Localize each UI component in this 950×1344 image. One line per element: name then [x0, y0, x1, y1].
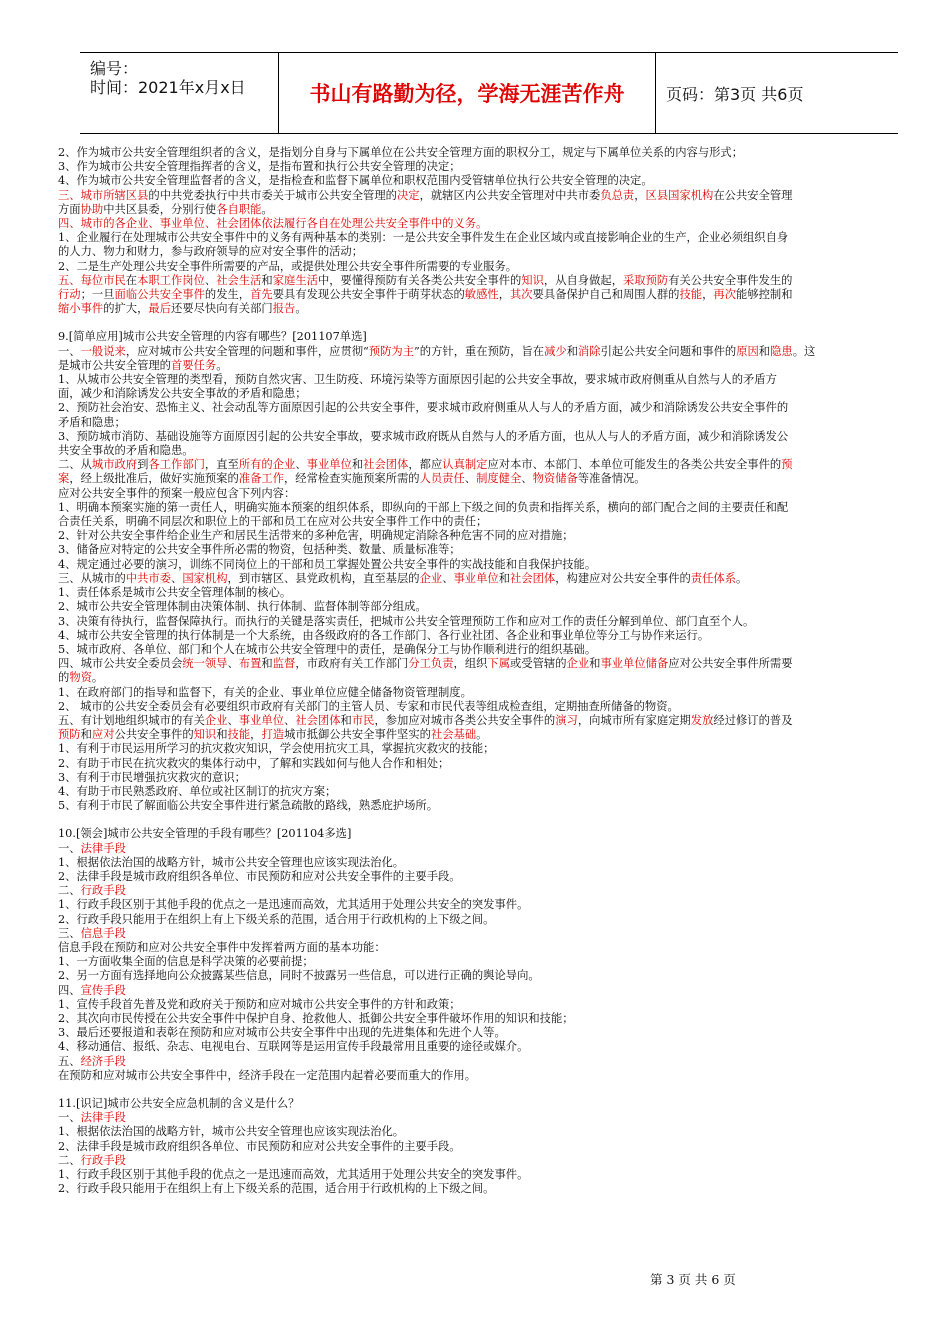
text-run: 4、城市公共安全管理的执行体制是一个大系统，由各级政府的各工作部门、各行业社团、各企业和事业单位等分工与协作来运行。 [58, 628, 710, 642]
text-line [58, 174, 892, 188]
serial-label: 编号： [90, 59, 139, 78]
text-line [58, 1055, 892, 1069]
highlight-text: 准备工作 [238, 472, 284, 486]
text-run: 和 [340, 713, 352, 727]
text-line [58, 260, 892, 274]
text-line [58, 444, 892, 458]
text-run: 1、责任体系是城市公共安全管理体制的核心。 [58, 586, 292, 600]
text-run: 3、最后还要报道和表彰在预防和应对城市公共安全事件中出现的先进集体和先进个人等。 [58, 1026, 506, 1040]
text-run: 经过修订的普及 [713, 713, 793, 727]
text-run: 和 [589, 657, 601, 671]
text-run: 应对公共安全事件的预案一般应包含下列内容： [58, 486, 296, 500]
text-run: 和 [261, 657, 273, 671]
paragraph-gap [58, 316, 892, 330]
text-run: 1、从城市公共安全管理的类型看，预防自然灾害、卫生防疫、环境污染等方面原因引起的公共安全事故，要求城市政府侧重从自然与人的矛盾方 [58, 373, 777, 387]
text-line [58, 458, 892, 472]
text-line [58, 1097, 892, 1111]
paragraph-gap [58, 1083, 892, 1097]
highlight-text: 预 [781, 458, 793, 472]
text-line [58, 515, 892, 529]
text-run: ，市政府有关工作部门 [295, 657, 409, 671]
highlight-text: 最后 [148, 302, 172, 316]
highlight-text: 技能 [679, 288, 703, 302]
highlight-text: 物资储备 [532, 472, 578, 486]
text-run: 4、规定通过必要的演习，训练不同岗位上的干部和员工掌握处置公共安全事件的实战技能和自我保护技能。 [58, 557, 597, 571]
text-line [58, 401, 892, 415]
text-run: 1、根据依法治国的战略方针，城市公共安全管理也应该实现法治化。 [58, 1125, 405, 1139]
highlight-text: 社会基础 [430, 728, 477, 742]
text-run: 、 [227, 657, 239, 671]
text-run: 的发生， [204, 288, 251, 302]
text-run: ，经上级批准后，做好实施预案的 [69, 472, 239, 486]
text-run: 。 [476, 728, 488, 742]
highlight-text: 城市政府 [91, 458, 138, 472]
header-motto: 书山有路勤为径，学海无涯苦作舟 [279, 53, 656, 133]
text-run: 2、法律手段是城市政府组织各单位、市民预防和应对公共安全事件的主要手段。 [58, 1139, 461, 1153]
text-line [58, 884, 892, 898]
text-run: ， [634, 188, 646, 202]
text-line [58, 245, 892, 259]
highlight-text: 行政手段 [80, 1153, 126, 1167]
text-run: 2、预防社会治安、恐怖主义、社会动乱等方面原因引起的公共安全事件，要求城市政府侧重从人与人的矛盾方面，减少和消除诱发公共安全事件的 [58, 401, 789, 415]
text-line [58, 543, 892, 557]
highlight-text: 其次 [510, 288, 533, 302]
highlight-text: 宣传手段 [80, 983, 126, 997]
text-line [58, 189, 892, 203]
page-footer: 第 3 页 共 6 页 [650, 1272, 736, 1287]
text-run: ，都应 [408, 458, 443, 472]
text-run: 2、法律手段是城市政府组织各单位、市民预防和应对公共安全事件的主要手段。 [58, 869, 461, 883]
text-run: 的人力、物力和财力，参与政府领导的应对安全事件的活动； [58, 245, 364, 259]
text-run: ，从自身做起， [543, 273, 623, 287]
text-run: 2、另一方面有选择地向公众披露某些信息，同时不披露另一些信息，可以进行正确的舆论导向。 [58, 969, 540, 983]
text-run: ”的方针，重在预防，旨在 [414, 344, 545, 358]
text-run: 3、预防城市消防、基础设施等方面原因引起的公共安全事故，要求城市政府既从自然与人的矛盾方面，也从人与人的矛盾方面，减少和消除诱发公 [58, 429, 789, 443]
highlight-text: 制度健全 [476, 472, 522, 486]
text-run: 2、行政手段只能用于在组织上有上下级关系的范围，适合用于行政机构的上下级之间。 [58, 912, 495, 926]
text-run: 在公共安全管理 [713, 188, 793, 202]
highlight-text: 事业单位 [238, 713, 284, 727]
text-run: 一、 [58, 841, 81, 855]
highlight-text: 城市所辖区县 [80, 188, 149, 202]
text-line [58, 345, 892, 359]
highlight-text: 减少 [544, 344, 567, 358]
highlight-text: 报告 [272, 302, 296, 316]
text-run: ，直至 [204, 458, 239, 472]
text-run: 和 [498, 571, 511, 585]
text-run: 1、在政府部门的指导和监督下，有关的企业、事业单位应健全储备物资管理制度。 [58, 685, 472, 699]
text-run: 要具备保护自己和周围人群的 [532, 288, 680, 302]
highlight-text: 法律手段 [80, 841, 126, 855]
text-line [58, 501, 892, 515]
highlight-text: 本职工作岗位 [137, 273, 205, 287]
highlight-text: 负总责 [600, 188, 635, 202]
highlight-text: 再次 [713, 288, 737, 302]
highlight-text: 应对 [91, 728, 115, 742]
text-run: 方面 [58, 202, 81, 216]
text-run: 是城市公共安全管理的 [58, 358, 171, 372]
text-line [58, 1069, 892, 1083]
text-run: 、 [464, 472, 477, 486]
text-run: 一、 [58, 344, 81, 358]
highlight-text: 一般说来 [80, 344, 126, 358]
highlight-text: 演习 [555, 713, 578, 727]
text-line [58, 1111, 892, 1125]
highlight-text: 认真制定 [442, 458, 488, 472]
text-run: ，经常检查实施预案所需的 [283, 472, 420, 486]
highlight-text: 家庭生活 [272, 273, 318, 287]
text-run: 的中共党委执行中共市委关于城市公共安全管理的 [148, 188, 397, 202]
text-run: 合责任关系，明确不同层次和职位上的干部和员工在应对公共安全事件工作中的责任； [58, 515, 488, 529]
text-line [58, 586, 892, 600]
text-run: 3、决策有待执行，监督保障执行。而执行的关键是落实责任，把城市公共安全管理预防工作和应对工作的责任分解到单位、部门直至个人。 [58, 614, 755, 628]
text-run: ，应对城市公共安全管理的问题和事件，应贯彻“ [125, 344, 369, 358]
text-run: ， [498, 288, 510, 302]
text-line [58, 1040, 892, 1054]
text-line [58, 373, 892, 387]
highlight-text: 行动 [58, 288, 81, 302]
text-run: 2、有助于市民在抗灾救灾的集体行动中，了解和实践如何与他人合作和相处； [58, 756, 450, 770]
highlight-text: 消除 [578, 344, 601, 358]
text-run: 3、作为城市公共安全管理指挥者的含义，是指布置和执行公共安全管理的决定； [58, 160, 461, 174]
text-line [58, 572, 892, 586]
text-run: 矛盾和隐患； [58, 415, 126, 429]
text-line [58, 302, 892, 316]
text-run: ；一旦 [80, 288, 115, 302]
text-run: 2、二是生产处理公共安全事件所需要的产品，或提供处理公共安全事件所需要的专业服务。 [58, 259, 518, 273]
text-line [58, 686, 892, 700]
text-line [58, 1154, 892, 1168]
text-run: 1、宣传手段首先普及党和政府关于预防和应对城市公共安全事件的方针和政策； [58, 997, 461, 1011]
highlight-text: 预防为主 [368, 344, 415, 358]
highlight-text: 责任体系 [690, 571, 736, 585]
highlight-text: 各自职能 [216, 202, 262, 216]
text-line [58, 714, 892, 728]
highlight-text: 打造 [261, 728, 285, 742]
text-line [58, 1026, 892, 1040]
text-run: 能够控制和 [736, 288, 793, 302]
text-line [58, 955, 892, 969]
text-run: ，到市辖区、县党政机构，直至基层的 [227, 571, 420, 585]
text-run: 城市抵御公共安全事件坚实的 [284, 728, 431, 742]
text-line [58, 799, 892, 813]
text-line [58, 856, 892, 870]
text-run: 。 [91, 671, 104, 685]
highlight-text: 五、每位市民 [58, 273, 126, 287]
text-run: 10.[领会]城市公共安全管理的手段有哪些？[201104多选] [58, 827, 352, 841]
text-run: 4、移动通信、报纸、杂志、电视电台、互联网等是运用宣传手段最常用且重要的途径或媒介。 [58, 1040, 529, 1054]
text-run: 引起公共安全问题和事件的 [600, 344, 737, 358]
text-run: 五、有计划地组织城市的有关 [58, 713, 205, 727]
text-run: 、 [284, 713, 296, 727]
highlight-text: 案 [58, 472, 70, 486]
text-run: 2、针对公共安全事件给企业生产和居民生活带来的多种危害，明确规定消除各种危害不同的应对措施； [58, 529, 574, 543]
text-run: 3、储备应对特定的公共安全事件所必需的物资，包括种类、数量、质量标准等； [58, 543, 461, 557]
text-run: 到 [137, 458, 149, 472]
text-run: 。 [295, 302, 307, 316]
text-line [58, 600, 892, 614]
text-run: 在 [125, 273, 138, 287]
text-line [58, 615, 892, 629]
page-header [80, 52, 898, 134]
highlight-text: 敏感性 [464, 288, 499, 302]
highlight-text: 知识 [521, 273, 544, 287]
highlight-text: 经济手段 [80, 1054, 126, 1068]
header-page-info: 页码：第3页 共6页 [666, 84, 804, 104]
highlight-text: 原因 [736, 344, 759, 358]
document-body [58, 146, 892, 1196]
text-line [58, 969, 892, 983]
highlight-text: 首先 [250, 288, 273, 302]
text-run: 2、城市公共安全管理体制由决策体制、执行体制、监督体制等部分组成。 [58, 600, 427, 614]
text-run: 1、有利于市民运用所学习的抗灾救灾知识，学会使用抗灾工具，掌握抗灾救灾的技能； [58, 742, 495, 756]
highlight-text: 企业 [566, 657, 590, 671]
text-run: 四、 [58, 983, 81, 997]
text-run: 二、 [58, 1153, 81, 1167]
text-run: 1、明确本预案实施的第一责任人，明确实施本预案的组织体系，即纵向的干部上下级之间的负责和指挥关系，横向的部门配合之间的主要责任和配 [58, 500, 789, 514]
highlight-text: 行政手段 [80, 884, 126, 898]
paragraph-gap [58, 813, 892, 827]
highlight-text: 信息手段 [80, 926, 126, 940]
text-run: ，就辖区内公共安全管理对中共市委 [419, 188, 601, 202]
highlight-text: 人员责任 [419, 472, 465, 486]
highlight-text: 首要任务 [170, 358, 217, 372]
text-line [58, 231, 892, 245]
highlight-text: 布置 [238, 657, 262, 671]
highlight-text: 缩小事件 [58, 302, 104, 316]
text-line [58, 785, 892, 799]
text-line [58, 998, 892, 1012]
text-run: ，参加应对城市各类公共安全事件的 [374, 713, 556, 727]
text-run: 要具有发现公共安全事件于萌芽状态的 [272, 288, 465, 302]
text-run: 中共区县委，分别行使 [103, 202, 217, 216]
text-line [58, 771, 892, 785]
text-line [58, 742, 892, 756]
text-run: ，向城市所有家庭定期 [577, 713, 691, 727]
text-run: 1、企业履行在处理城市公共安全事件中的义务有两种基本的类别：一是公共安全事件发生在企业区域内或直接影响企业的生产，企业必须组织自身 [58, 231, 789, 245]
text-run: 二、从 [58, 458, 92, 472]
text-line [58, 1125, 892, 1139]
highlight-text: 国家机构 [182, 571, 228, 585]
text-line [58, 487, 892, 501]
text-run: 3、有利于市民增强抗灾救灾的意识； [58, 770, 246, 784]
highlight-text: 企业 [419, 571, 443, 585]
text-line [58, 160, 892, 174]
text-line [58, 700, 892, 714]
text-run: 和 [216, 728, 228, 742]
highlight-text: 社会团体 [295, 713, 341, 727]
text-run: ， [250, 728, 262, 742]
text-line [58, 913, 892, 927]
highlight-text: 法律手段 [80, 1111, 126, 1125]
highlight-text: 三、 [58, 188, 81, 202]
text-run: 和 [758, 344, 771, 358]
text-run: 、 [204, 273, 217, 287]
text-run: 的扩大， [103, 302, 149, 316]
text-run: 2、 城市的公共安全委员会有必要组织市政府有关部门的主管人员、专家和市民代表等组成检查组，定期抽查所储备的物资。 [58, 699, 679, 713]
text-line [58, 870, 892, 884]
text-run: 4、作为城市公共安全管理监督者的含义，是指检查和监督下属单位和职权范围内受管辖单位执行公共安全管理的决定。 [58, 174, 653, 188]
text-run: 信息手段在预防和应对公共安全事件中发挥着两方面的基本功能： [58, 940, 386, 954]
text-run: 、 [171, 571, 183, 585]
text-run: 1、行政手段区别于其他手段的优点之一是迅速而高效，尤其适用于处理公共安全的突发事件。 [58, 898, 529, 912]
text-run: 、 [442, 571, 454, 585]
highlight-text: 协助 [80, 202, 104, 216]
text-line [58, 1012, 892, 1026]
text-line [58, 927, 892, 941]
highlight-text: 分工负责 [408, 657, 454, 671]
text-line [58, 203, 892, 217]
text-line [58, 671, 892, 685]
text-run: 2、行政手段只能用于在组织上有上下级关系的范围，适合用于行政机构的上下级之间。 [58, 1182, 495, 1196]
text-line [58, 330, 892, 344]
text-run: 1、一方面收集全面的信息是科学决策的必要前提； [58, 955, 314, 969]
highlight-text: 事业单位 [453, 571, 499, 585]
text-run: 二、 [58, 884, 81, 898]
text-run: 、 [521, 472, 533, 486]
highlight-text: 中共市委 [125, 571, 171, 585]
time-label: 时间：2021年x月x日 [90, 78, 246, 97]
text-run: 面，减少和消除诱发公共安全事故的矛盾和隐患； [58, 387, 307, 401]
text-run: 五、 [58, 1054, 81, 1068]
text-run: 、 [227, 713, 239, 727]
text-run: 等准备情况。 [577, 472, 646, 486]
highlight-text: 发放 [690, 713, 714, 727]
highlight-text: 决定 [396, 188, 420, 202]
text-line [58, 1140, 892, 1154]
text-line [58, 217, 892, 231]
text-run: 5、城市政府、各单位、部门和个人在城市公共安全管理中的责任，是确保分工与协作顺利进行的组织基础。 [58, 642, 597, 656]
text-run: 。这 [792, 344, 816, 358]
text-run: 三、 [58, 926, 81, 940]
text-run: 。 [736, 571, 748, 585]
text-run: 2、其次向市民传授在公共安全事件中保护自身、抢救他人、抵御公共安全事件破坏作用的知识和技能； [58, 1011, 574, 1025]
text-run: 、 [295, 458, 307, 472]
text-run: 应对本市、本部门、本单位可能发生的各类公共安全事件的 [487, 458, 782, 472]
highlight-text: 社会团体 [363, 458, 409, 472]
text-run: 中，要懂得预防有关各类公共安全事件的 [317, 273, 522, 287]
text-run: ， [702, 288, 714, 302]
highlight-text: 四、城市的各企业、事业单位、社会团体依法履行各自在处理公共安全事件中的义务。 [58, 217, 488, 231]
highlight-text: 统一领导 [182, 657, 228, 671]
text-line [58, 657, 892, 671]
text-line [58, 941, 892, 955]
text-line [58, 430, 892, 444]
text-run: 。 [261, 202, 273, 216]
highlight-text: 知识 [193, 728, 217, 742]
highlight-text: 预防 [58, 728, 81, 742]
text-run: 和 [566, 344, 578, 358]
highlight-text: 区县国家机构 [645, 188, 714, 202]
text-run: 。 [216, 358, 228, 372]
text-run: 应对公共安全事件所需要 [668, 657, 793, 671]
text-run: 三、从城市的 [58, 571, 126, 585]
text-line [58, 1182, 892, 1196]
header-meta [80, 53, 279, 133]
text-line [58, 643, 892, 657]
text-run: 公共安全事件的 [114, 728, 194, 742]
text-line [58, 558, 892, 572]
text-line [58, 757, 892, 771]
text-run: 9.[简单应用]城市公共安全管理的内容有哪些？[201107单选] [58, 330, 367, 344]
highlight-text: 技能 [227, 728, 251, 742]
text-run: 11.[识记]城市公共安全应急机制的含义是什么？ [58, 1097, 300, 1110]
text-run: 或受管辖的 [510, 657, 567, 671]
text-run: ，构建应对公共安全事件的 [555, 571, 691, 585]
text-line [58, 146, 892, 160]
highlight-text: 面临公共安全事件 [114, 288, 205, 302]
highlight-text: 社会团体 [510, 571, 556, 585]
text-run: 2、作为城市公共安全管理组织者的含义，是指划分自身与下属单位在公共安全管理方面的职权分工，规定与下属单位关系的内容与形式； [58, 146, 744, 159]
text-line [58, 898, 892, 912]
text-run: 的 [58, 671, 70, 685]
highlight-text: 市民 [351, 713, 375, 727]
text-run: ，组织 [453, 657, 488, 671]
text-line [58, 359, 892, 373]
highlight-text: 监督 [272, 657, 296, 671]
text-run: 在预防和应对城市公共安全事件中，经济手段在一定范围内起着必要而重大的作用。 [58, 1068, 476, 1082]
highlight-text: 物资 [69, 671, 92, 685]
highlight-text: 社会生活 [216, 273, 262, 287]
text-run: 一、 [58, 1111, 81, 1125]
text-run: 和 [80, 728, 92, 742]
highlight-text: 企业 [204, 713, 228, 727]
text-line [58, 274, 892, 288]
text-run: 4、有助于市民熟悉政府、单位或社区制订的抗灾方案； [58, 784, 337, 798]
highlight-text: 所有的企业 [238, 458, 296, 472]
text-run: 四、城市公共安全委员会 [58, 657, 183, 671]
text-line [58, 288, 892, 302]
text-run: 5、有利于市民了解面临公共安全事件进行紧急疏散的路线，熟悉庇护场所。 [58, 799, 438, 813]
text-line [58, 387, 892, 401]
text-line [58, 842, 892, 856]
text-line [58, 529, 892, 543]
highlight-text: 隐患 [770, 344, 793, 358]
text-line [58, 728, 892, 742]
text-run: 和 [261, 273, 273, 287]
highlight-text: 事业单位储备 [600, 657, 669, 671]
text-run: 1、根据依法治国的战略方针，城市公共安全管理也应该实现法治化。 [58, 855, 405, 869]
text-line [58, 416, 892, 430]
highlight-text: 各工作部门 [148, 458, 205, 472]
text-line [58, 1168, 892, 1182]
text-run: 1、行政手段区别于其他手段的优点之一是迅速而高效，尤其适用于处理公共安全的突发事件。 [58, 1168, 529, 1182]
text-run: 共安全事故的矛盾和隐患。 [58, 444, 194, 458]
text-run: 和 [351, 458, 364, 472]
text-run: 还要尽快向有关部门 [171, 302, 273, 316]
text-line [58, 984, 892, 998]
text-line [58, 827, 892, 841]
highlight-text: 下属 [487, 657, 511, 671]
highlight-text: 采取预防 [623, 273, 669, 287]
text-line [58, 472, 892, 486]
text-run: 有关公共安全事件发生的 [668, 273, 793, 287]
highlight-text: 事业单位 [306, 458, 352, 472]
text-line [58, 629, 892, 643]
